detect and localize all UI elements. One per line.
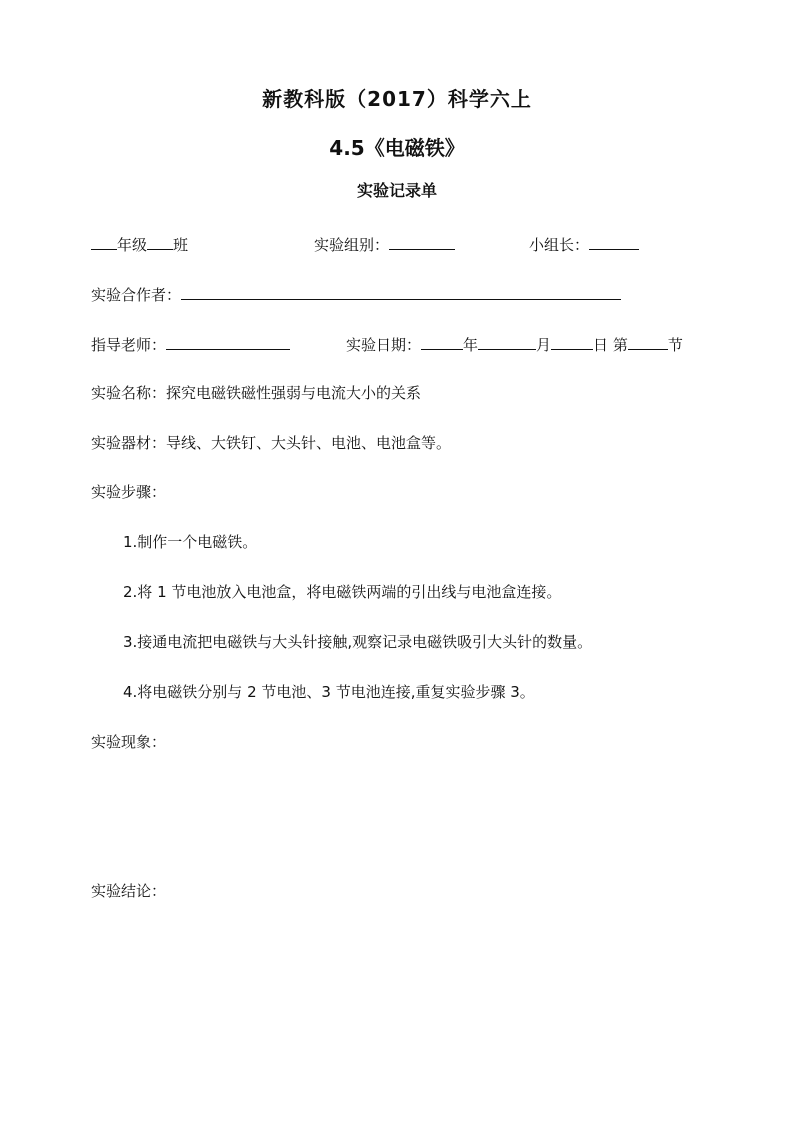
grade-class-row [91, 233, 188, 255]
group-label: 实验组别： [314, 236, 390, 254]
step-item: 1.制作一个电磁铁。 [123, 533, 258, 551]
period-prefix: 第 [612, 336, 628, 354]
leader-blank[interactable] [589, 233, 639, 250]
conclusion-writing-area[interactable] [91, 908, 703, 1058]
materials-row [91, 433, 451, 453]
experiment-name-label: 实验名称： [91, 384, 167, 402]
grade-label: 年级 [117, 236, 148, 254]
document-subtitle: 实验记录单 [356, 181, 437, 200]
group-row [314, 233, 455, 255]
document-title: 新教科版（2017）科学六上 [262, 87, 532, 111]
day-blank[interactable] [551, 333, 593, 350]
year-blank[interactable] [421, 333, 463, 350]
step-item: 3.接通电流把电磁铁与大头针接触,观察记录电磁铁吸引大头针的数量。 [123, 633, 593, 651]
group-blank[interactable] [389, 233, 455, 250]
conclusion-label: 实验结论： [91, 882, 167, 900]
phenomenon-writing-area[interactable] [91, 758, 703, 868]
class-blank[interactable] [147, 233, 173, 250]
year-label: 年 [463, 336, 479, 354]
partners-row [91, 283, 621, 305]
grade-blank[interactable] [91, 233, 117, 250]
date-row [346, 333, 683, 355]
teacher-blank[interactable] [166, 333, 290, 350]
experiment-name-row [91, 383, 421, 403]
materials-label: 实验器材： [91, 434, 167, 452]
lesson-title: 4.5《电磁铁》 [329, 136, 465, 160]
experiment-name-value: 探究电磁铁磁性强弱与电流大小的关系 [166, 384, 422, 402]
leader-label: 小组长： [529, 236, 590, 254]
materials-value: 导线、大铁钉、大头针、电池、电池盒等。 [166, 434, 452, 452]
step-item: 2.将 1 节电池放入电池盒，将电磁铁两端的引出线与电池盒连接。 [123, 583, 562, 601]
date-label: 实验日期： [346, 336, 422, 354]
teacher-row [91, 333, 290, 355]
day-label: 日 [593, 336, 609, 354]
partners-blank[interactable] [181, 283, 621, 300]
month-label: 月 [536, 336, 552, 354]
leader-row [529, 233, 639, 255]
class-label: 班 [173, 236, 189, 254]
month-blank[interactable] [478, 333, 536, 350]
steps-label: 实验步骤： [91, 483, 167, 501]
teacher-label: 指导老师： [91, 336, 167, 354]
partners-label: 实验合作者： [91, 286, 182, 304]
phenomenon-label: 实验现象： [91, 733, 167, 751]
step-item: 4.将电磁铁分别与 2 节电池、3 节电池连接,重复实验步骤 3。 [123, 683, 535, 701]
period-blank[interactable] [628, 333, 668, 350]
period-label: 节 [667, 336, 683, 354]
